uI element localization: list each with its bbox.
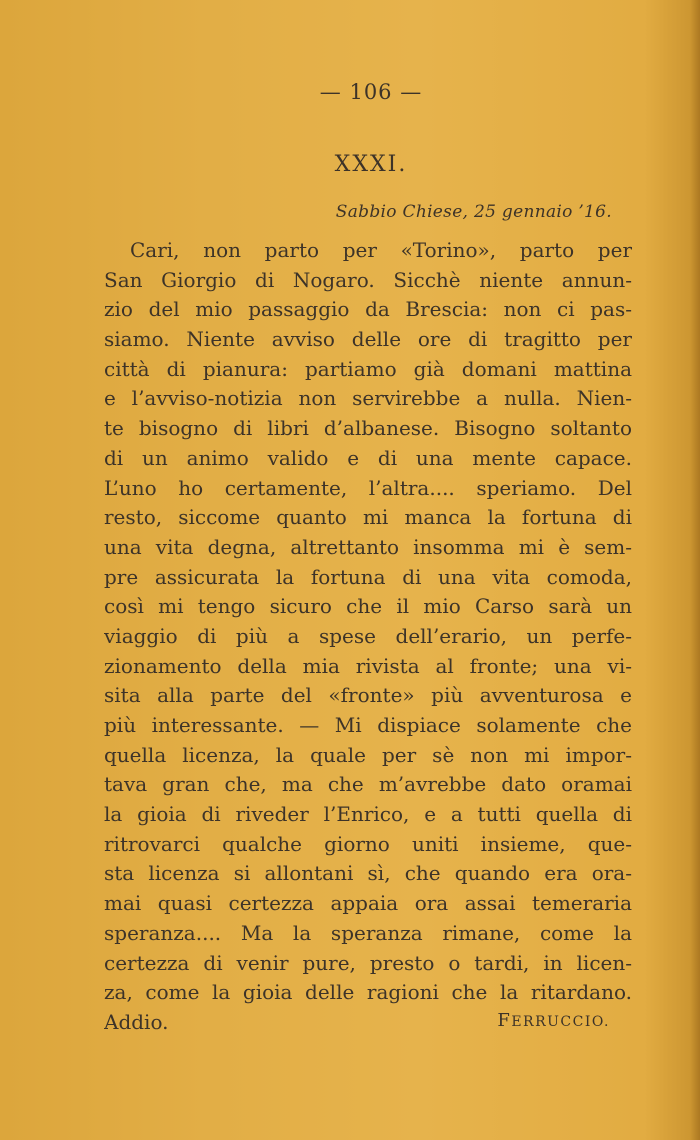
text-line: certezza di venir pure, presto o tardi, in licen-: [104, 950, 632, 975]
text-line: zionamento della mia rivista al fronte; una vi-: [104, 653, 632, 678]
text-line: zio del mio passaggio da Brescia: non ci pas-: [104, 297, 632, 322]
text-line: te bisogno di libri d’albanese. Bisogno soltanto: [104, 416, 632, 441]
text-line: città di pianura: partiamo già domani mattina: [104, 356, 632, 381]
text-line: ritrovarci qualche giorno uniti insieme, que-: [104, 831, 632, 856]
text-line: una vita degna, altrettanto insomma mi è sem-: [104, 534, 632, 559]
text-line: San Giorgio di Nogaro. Sicchè niente annun-: [104, 267, 632, 292]
text-line: Addio.: [104, 1009, 169, 1034]
text-line: più interessante. — Mi dispiace solamente che: [104, 713, 632, 737]
text-line: sta licenza si allontani sì, che quando era ora-: [104, 861, 632, 886]
text-line: così mi tengo sicuro che il mio Carso sarà un: [104, 594, 632, 619]
text-line: mai quasi certezza appaia ora assai temeraria: [104, 891, 632, 916]
signature-rest: ERRUCCIO.: [511, 1014, 610, 1030]
text-line: e l’avviso-notizia non servirebbe a nulla. Nien-: [104, 386, 632, 411]
text-line: di un animo valido e di una mente capace.: [104, 445, 632, 470]
text-line: speranza.... Ma la speranza rimane, come la: [104, 920, 632, 945]
letter-number: XXXI.: [334, 152, 408, 177]
page-number: — 106 —: [319, 80, 423, 104]
text-line: pre assicurata la fortuna di una vita comoda,: [104, 564, 632, 589]
letter-signature: [497, 1010, 610, 1031]
text-line: Cari, non parto per «Torino», parto per: [130, 238, 632, 262]
letter-body: [104, 236, 632, 1038]
text-line: tava gran che, ma che m’avrebbe dato oramai: [104, 772, 632, 797]
signature-initial: F: [497, 1010, 512, 1031]
text-line: sita alla parte del «fronte» più avventurosa e: [104, 683, 632, 708]
text-line: L’uno ho certamente, l’altra.... speriamo. Del: [104, 475, 632, 500]
letter-dateline: Sabbio Chiese, 25 gennaio ’16.: [335, 202, 612, 222]
text-line: za, come la gioia delle ragioni che la ritardano.: [104, 980, 632, 1005]
text-line: resto, siccome quanto mi manca la fortuna di: [104, 505, 632, 530]
text-line: siamo. Niente avviso delle ore di tragitto per: [104, 327, 632, 352]
text-line: la gioia di riveder l’Enrico, e a tutti quella di: [104, 802, 632, 827]
text-line: quella licenza, la quale per sè non mi impor-: [104, 742, 632, 767]
text-line: viaggio di più a spese dell’erario, un perfe-: [104, 623, 632, 648]
